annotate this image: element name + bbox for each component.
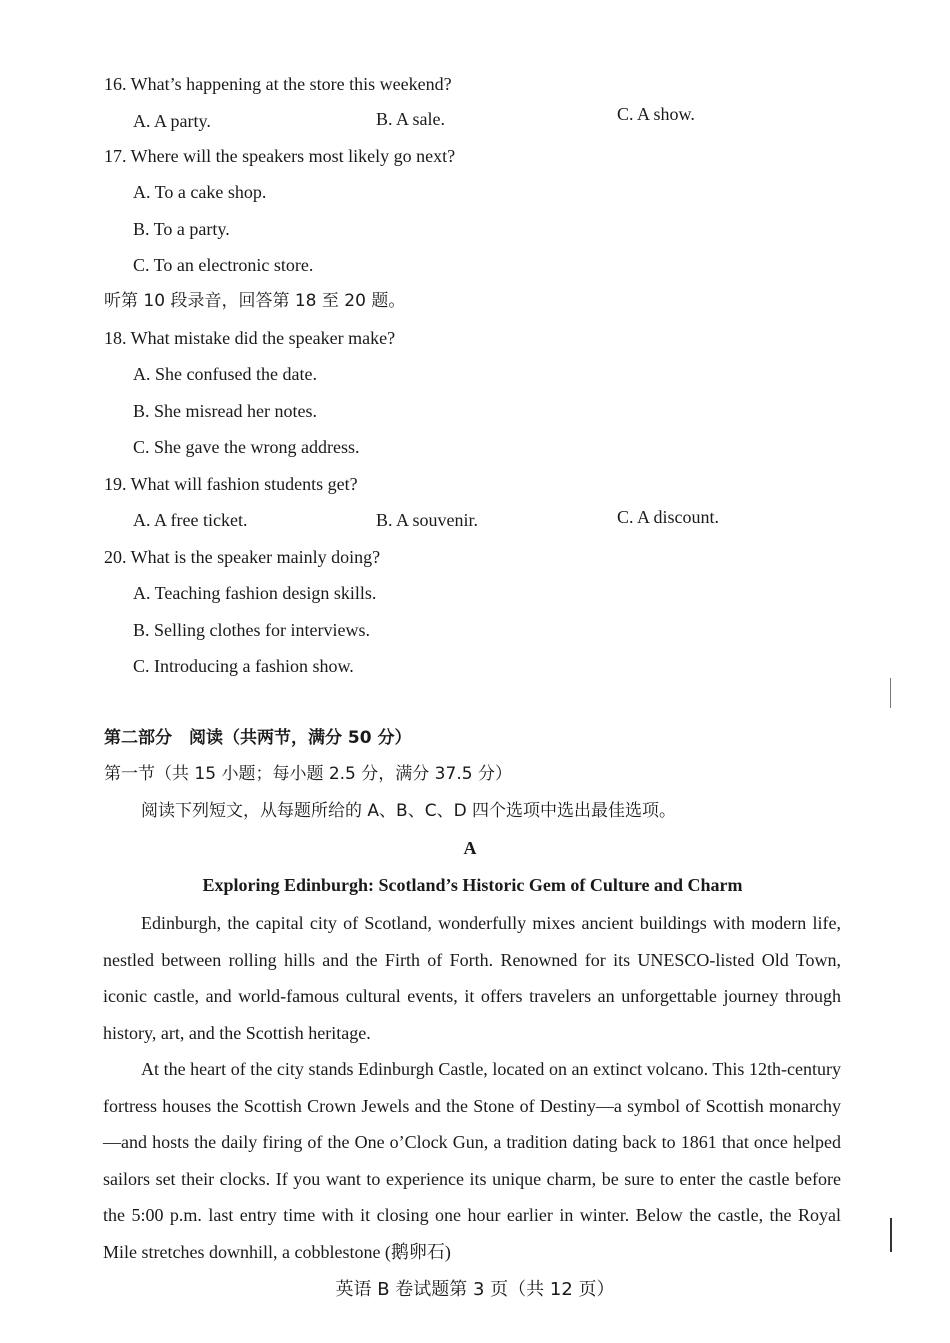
paragraph-1 xyxy=(103,905,841,1051)
question-16: 16. What’s happening at the store this weekend? xyxy=(104,74,452,94)
q19-option-b: B. A souvenir. xyxy=(376,510,479,530)
q19-option-a: A. A free ticket. xyxy=(133,510,248,530)
paragraph-2 xyxy=(103,1051,841,1270)
q17-option-c: C. To an electronic store. xyxy=(133,255,314,275)
question-17: 17. Where will the speakers most likely go next? xyxy=(104,146,456,166)
passage-title: Exploring Edinburgh: Scotland’s Historic Gem of Culture and Charm xyxy=(202,875,743,895)
q19-option-c: C. A discount. xyxy=(617,507,720,527)
page-footer: 英语 B 卷试题第 3 页（共 12 页） xyxy=(335,1279,615,1300)
q18-option-c: C. She gave the wrong address. xyxy=(133,437,360,457)
q16-option-c: C. A show. xyxy=(617,104,695,124)
question-20: 20. What is the speaker mainly doing? xyxy=(104,547,381,567)
q18-option-b: B. She misread her notes. xyxy=(133,401,317,421)
question-18: 18. What mistake did the speaker make? xyxy=(104,328,396,348)
reading-instructions: 阅读下列短文，从每题所给的 A、B、C、D 四个选项中选出最佳选项。 xyxy=(141,801,677,821)
section-one-title: 第一节（共 15 小题；每小题 2.5 分，满分 37.5 分） xyxy=(104,764,512,784)
paragraph-1-text: Edinburgh, the capital city of Scotland, wonderfully mixes ancient buildings with modern life, nestled between rolling hills and the Firth of Forth. Renowned for its UNESCO-listed Old Town, iconic castle, and world-famous cultural events, it offers travelers an unforgettable journey through history, art, and the Scottish heritage. xyxy=(103,913,841,1043)
scan-mark xyxy=(890,678,891,708)
q17-option-b: B. To a party. xyxy=(133,219,230,239)
q20-option-a: A. Teaching fashion design skills. xyxy=(133,583,377,603)
part-two-title: 第二部分 阅读（共两节，满分 50 分） xyxy=(104,728,412,748)
passage-letter: A xyxy=(463,838,477,858)
q20-option-b: B. Selling clothes for interviews. xyxy=(133,620,370,640)
q17-option-a: A. To a cake shop. xyxy=(133,182,267,202)
paragraph-2-text: At the heart of the city stands Edinburgh Castle, located on an extinct volcano. This 12th-century fortress houses the Scottish Crown Jewels and the Stone of Destiny—a symbol of Scottish monarchy—and hosts the daily firing of the One o’Clock Gun, a tradition dating back to 1861 that once helped sailors set their clocks. If you want to experience its unique charm, be sure to enter the castle before the 5:00 p.m. last entry time with it closing one hour earlier in winter. Below the castle, the Royal Mile stretches downhill, a cobblestone (鹅卵石) xyxy=(103,1059,841,1262)
q16-option-a: A. A party. xyxy=(133,111,211,131)
q20-option-c: C. Introducing a fashion show. xyxy=(133,656,354,676)
q16-option-b: B. A sale. xyxy=(376,109,446,129)
q18-option-a: A. She confused the date. xyxy=(133,364,317,384)
scan-mark xyxy=(890,1218,892,1252)
question-19: 19. What will fashion students get? xyxy=(104,474,358,494)
listening-instruction-10: 听第 10 段录音，回答第 18 至 20 题。 xyxy=(104,291,406,311)
